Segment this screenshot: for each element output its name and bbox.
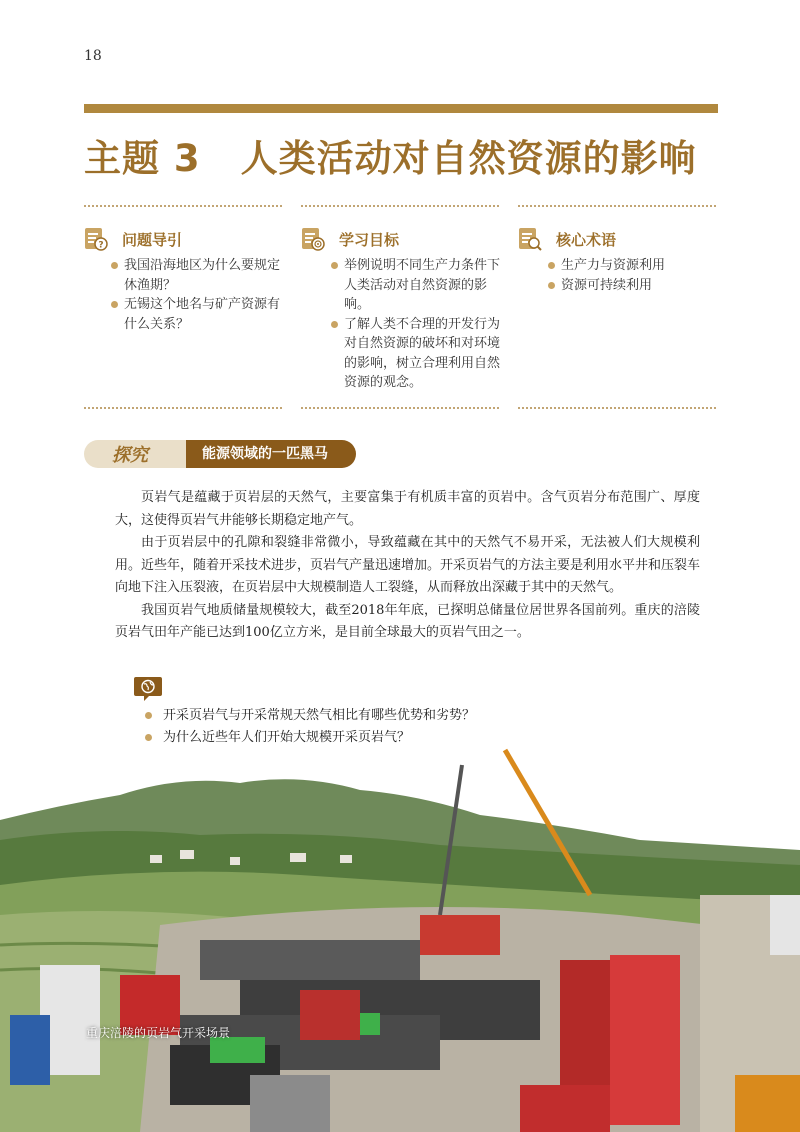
- column-question-guide: [84, 226, 284, 334]
- title-text: 人类活动对自然资源的影响: [240, 137, 697, 180]
- paragraph: 页岩气是蕴藏于页岩层的天然气，主要富集于有机质丰富的页岩中。含气页岩分布范围广、厚度大，这使得页岩气井能够长期稳定地产气。: [115, 490, 700, 528]
- body-text: [115, 487, 700, 645]
- list-item: 无锡这个地名与矿产资源有什么关系？: [109, 295, 281, 334]
- explore-label: 探究: [112, 445, 148, 466]
- explore-banner: [84, 440, 356, 468]
- column-core-terms: [518, 226, 718, 295]
- discussion-globe-icon: [133, 675, 163, 703]
- divider-top-2: [301, 205, 499, 207]
- title-bar: [84, 104, 718, 113]
- list-item: 生产力与资源利用: [546, 256, 718, 276]
- title-prefix: 主题 3: [84, 137, 201, 180]
- divider-bottom-1: [84, 407, 282, 409]
- divider-top-1: [84, 205, 282, 207]
- svg-text:?: ?: [98, 240, 104, 251]
- list-item: 为什么近些年人们开始大规模开采页岩气？: [145, 727, 475, 749]
- list-item: 开采页岩气与开采常规天然气相比有哪些优势和劣势？: [145, 705, 475, 727]
- magnifier-doc-icon: [518, 227, 542, 251]
- divider-top-3: [518, 205, 716, 207]
- list-item: 举例说明不同生产力条件下人类活动对自然资源的影响。: [329, 256, 501, 315]
- list-item: 资源可持续利用: [546, 276, 718, 296]
- question-guide-heading: 问题导引: [122, 230, 183, 249]
- question-list: [145, 705, 475, 749]
- target-doc-icon: [301, 227, 325, 251]
- paragraph: 我国页岩气地质储量规模较大，截至2018年年底，已探明总储量位居世界各国前列。重庆的涪陵页岩气田年产能已达到100亿立方米，是目前全球最大的页岩气田之一。: [115, 602, 700, 640]
- question-doc-icon: [84, 227, 108, 251]
- explore-topic: 能源领域的一匹黑马: [186, 440, 356, 468]
- paragraph: 由于页岩层中的孔隙和裂缝非常微小，导致蕴藏在其中的天然气不易开采，无法被人们大规模利用。近些年，随着开采技术进步，页岩气产量迅速增加。开采页岩气的方法主要是利用水平井和压裂车向地下注入压裂液，在页岩层中大规模制造人工裂缝，从而释放出深藏于其中的天然气。: [115, 535, 701, 595]
- learning-goals-heading: 学习目标: [339, 230, 400, 249]
- core-terms-heading: 核心术语: [556, 230, 617, 249]
- divider-bottom-2: [301, 407, 499, 409]
- list-item: 我国沿海地区为什么要规定休渔期？: [109, 256, 281, 295]
- shale-gas-site-photo: [0, 745, 800, 1132]
- photo-caption: 重庆涪陵的页岩气开采场景: [86, 1026, 231, 1040]
- page-number: 18: [84, 48, 102, 64]
- list-item: 了解人类不合理的开发行为对自然资源的破坏和对环境的影响，树立合理利用自然资源的观念。: [329, 315, 501, 393]
- page-title: [84, 128, 744, 182]
- column-learning-goals: [301, 226, 501, 393]
- divider-bottom-3: [518, 407, 716, 409]
